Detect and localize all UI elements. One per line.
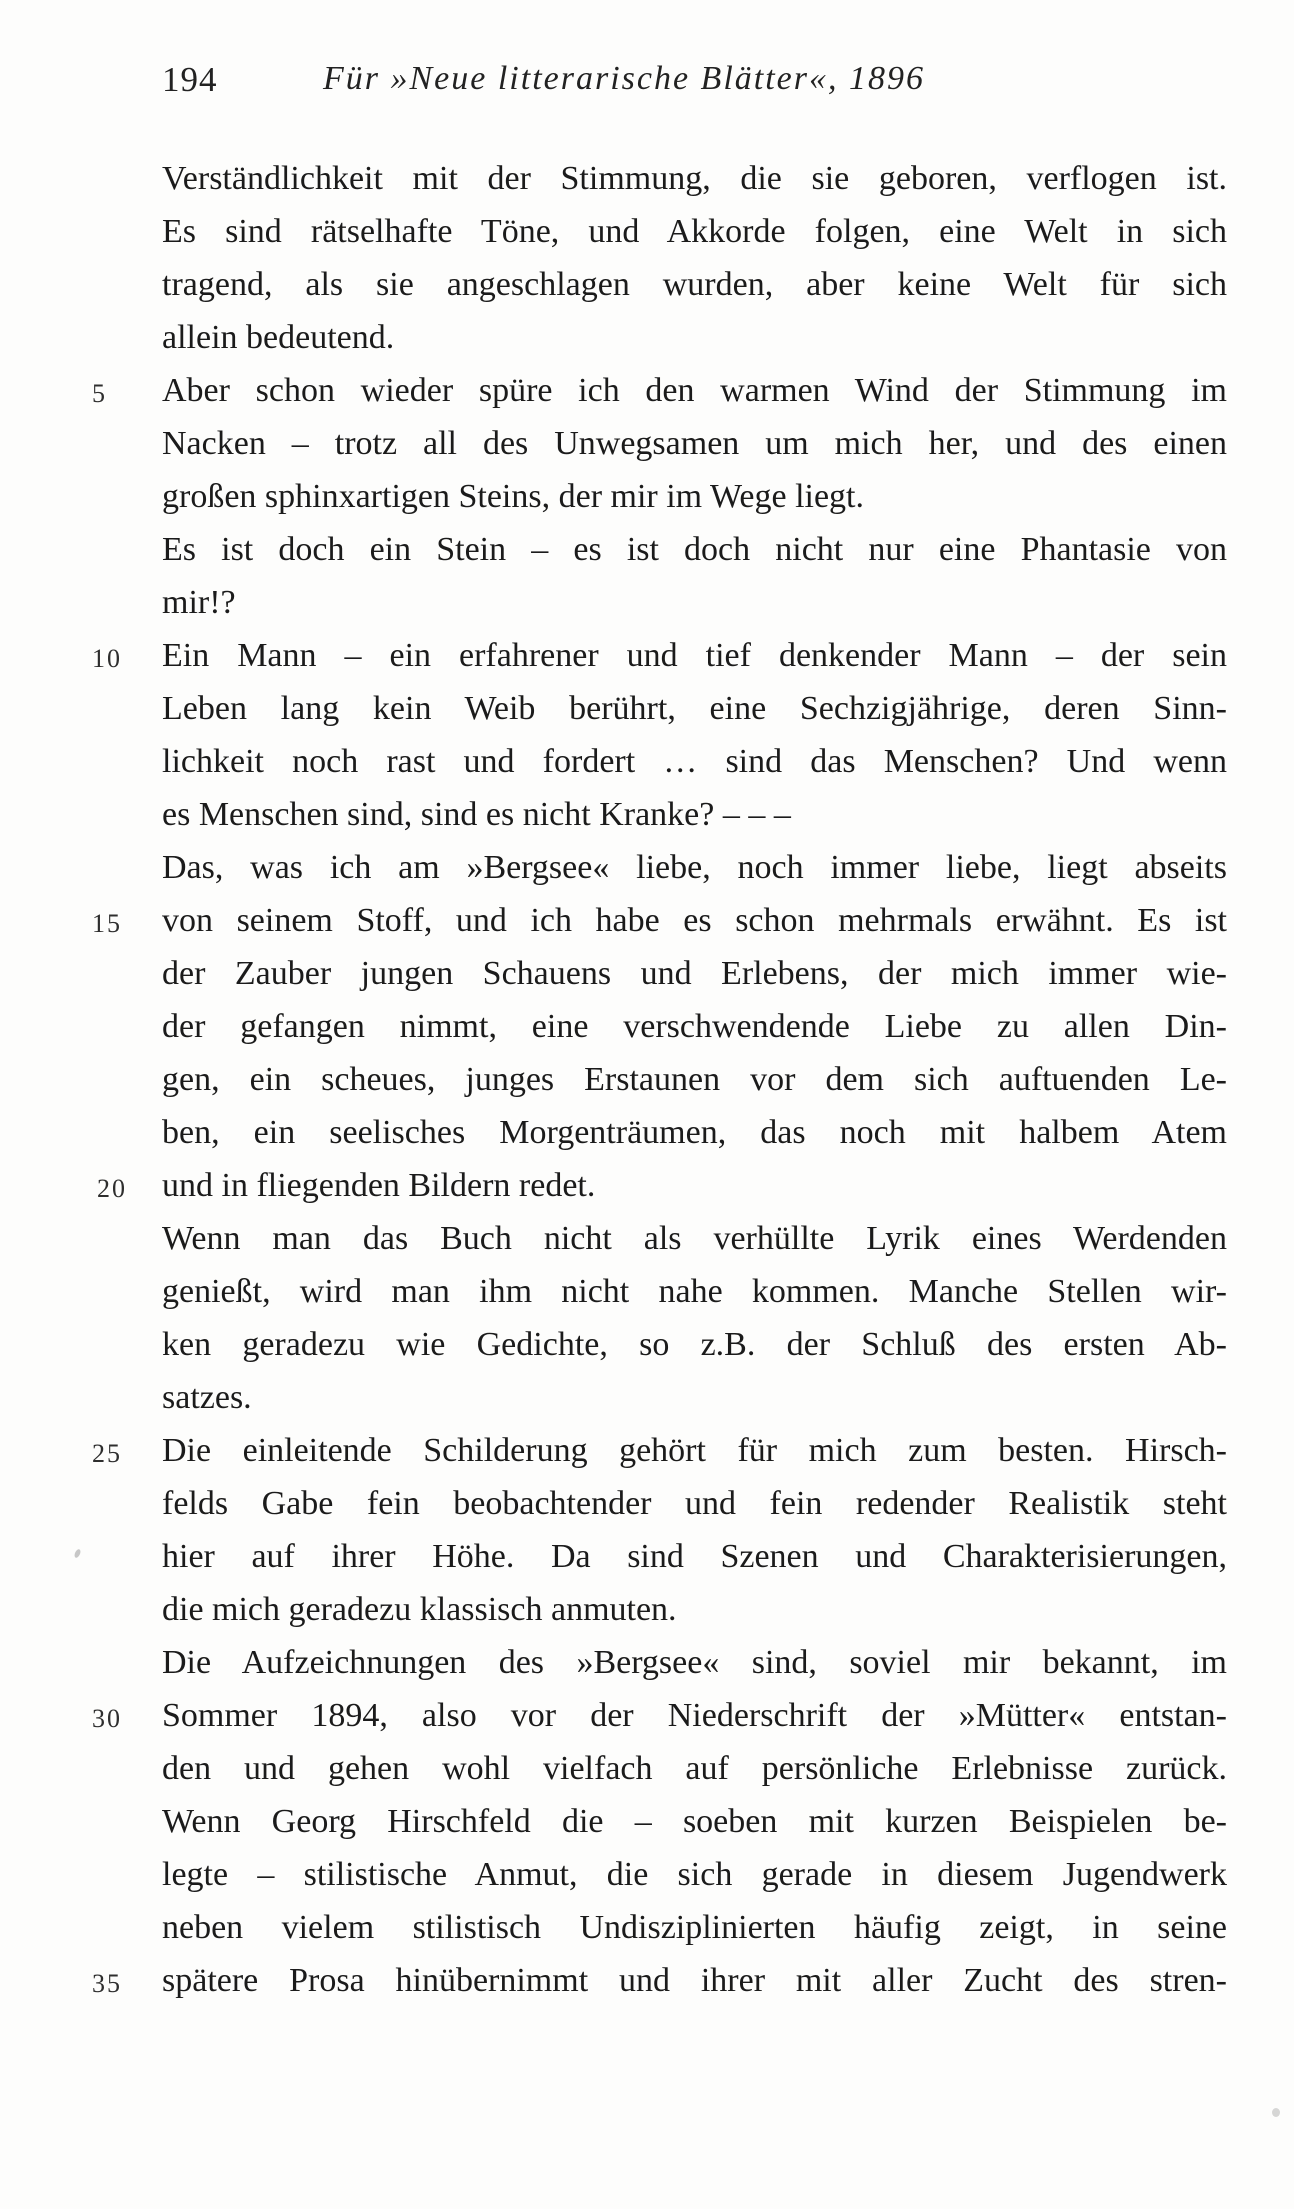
text-line — [162, 152, 1227, 205]
text-line-content: Wenn man das Buch nicht als verhüllte Lyrik eines Werdenden — [162, 1220, 1227, 1257]
text-line-content: Nacken – trotz all des Unwegsamen um mich her, und des einen — [162, 425, 1227, 462]
text-line — [162, 788, 1227, 841]
text-line — [162, 1053, 1227, 1106]
text-line — [162, 735, 1227, 788]
body-text-block — [92, 152, 1227, 2007]
text-line-content: satzes. — [162, 1379, 252, 1416]
text-line — [162, 470, 1227, 523]
text-line — [162, 417, 1227, 470]
text-line — [162, 1636, 1227, 1689]
text-line — [162, 1583, 1227, 1636]
text-line-content: neben vielem stilistisch Undisziplinierten häufig zeigt, in seine — [162, 1909, 1227, 1946]
text-line-content: ken geradezu wie Gedichte, so z.B. der Schluß des ersten Ab- — [162, 1326, 1227, 1363]
text-line-content: Die einleitende Schilderung gehört für mich zum besten. Hirsch- — [162, 1432, 1227, 1469]
text-line-content: tragend, als sie angeschlagen wurden, aber keine Welt für sich — [162, 266, 1227, 303]
text-line — [162, 205, 1227, 258]
text-line — [162, 523, 1227, 576]
text-line-content: mir!? — [162, 584, 236, 621]
text-line — [162, 258, 1227, 311]
running-title: Für »Neue litterarische Blätter«, 1896 — [323, 60, 925, 97]
text-line — [92, 364, 1227, 417]
text-line — [162, 1265, 1227, 1318]
line-number: 35 — [92, 1969, 122, 1998]
text-line — [162, 682, 1227, 735]
text-line — [162, 1530, 1227, 1583]
scan-speck — [73, 1548, 81, 1558]
text-line — [162, 1901, 1227, 1954]
text-line-content: Wenn Georg Hirschfeld die – soeben mit kurzen Beispielen be- — [162, 1803, 1227, 1840]
text-line-content: von seinem Stoff, und ich habe es schon mehrmals erwähnt. Es ist — [162, 902, 1227, 939]
text-line — [92, 894, 1227, 947]
text-line-content: spätere Prosa hinübernimmt und ihrer mit aller Zucht des stren- — [162, 1962, 1227, 1999]
text-line-content: ben, ein seelisches Morgenträumen, das noch mit halbem Atem — [162, 1114, 1227, 1151]
text-line-content: Verständlichkeit mit der Stimmung, die sie geboren, verflogen ist. — [162, 160, 1227, 197]
line-number: 15 — [92, 909, 122, 938]
text-line — [162, 1000, 1227, 1053]
text-line-content: genießt, wird man ihm nicht nahe kommen. Manche Stellen wir- — [162, 1273, 1227, 1310]
text-line-content: den und gehen wohl vielfach auf persönliche Erlebnisse zurück. — [162, 1750, 1227, 1787]
text-line-content: legte – stilistische Anmut, die sich gerade in diesem Jugendwerk — [162, 1856, 1227, 1893]
text-line — [92, 1424, 1227, 1477]
text-line — [92, 629, 1227, 682]
text-line-content: Das, was ich am »Bergsee« liebe, noch immer liebe, liegt abseits — [162, 849, 1227, 886]
text-line — [162, 1848, 1227, 1901]
text-line-content: es Menschen sind, sind es nicht Kranke? – – – — [162, 796, 791, 833]
text-line — [162, 841, 1227, 894]
text-line — [162, 1371, 1227, 1424]
text-line-content: der Zauber jungen Schauens und Erlebens, der mich immer wie- — [162, 955, 1227, 992]
text-line-content: Sommer 1894, also vor der Niederschrift der »Mütter« entstan- — [162, 1697, 1227, 1734]
text-line — [162, 1212, 1227, 1265]
text-line — [162, 1318, 1227, 1371]
line-number: 5 — [92, 379, 107, 408]
text-line-content: Ein Mann – ein erfahrener und tief denkender Mann – der sein — [162, 637, 1227, 674]
text-line — [162, 576, 1227, 629]
line-number: 20 — [97, 1174, 127, 1203]
text-line — [162, 311, 1227, 364]
text-line-content: Es ist doch ein Stein – es ist doch nicht nur eine Phantasie von — [162, 531, 1227, 568]
text-line-content: Leben lang kein Weib berührt, eine Sechzigjährige, deren Sinn- — [162, 690, 1227, 727]
line-number: 10 — [92, 644, 122, 673]
text-line-content: hier auf ihrer Höhe. Da sind Szenen und Charakterisierungen, — [162, 1538, 1227, 1575]
line-number: 30 — [92, 1704, 122, 1733]
text-line — [162, 1106, 1227, 1159]
text-line-content: gen, ein scheues, junges Erstaunen vor dem sich auftuenden Le- — [162, 1061, 1227, 1098]
text-line — [92, 1689, 1227, 1742]
text-line-content: der gefangen nimmt, eine verschwendende Liebe zu allen Din- — [162, 1008, 1227, 1045]
line-number: 25 — [92, 1439, 122, 1468]
text-line-content: großen sphinxartigen Steins, der mir im Wege liegt. — [162, 478, 864, 515]
text-line-content: felds Gabe fein beobachtender und fein redender Realistik steht — [162, 1485, 1227, 1522]
text-line — [162, 1795, 1227, 1848]
text-line-content: lichkeit noch rast und fordert … sind das Menschen? Und wenn — [162, 743, 1227, 780]
scan-speck — [1272, 2108, 1280, 2117]
text-line-content: und in fliegenden Bildern redet. — [162, 1167, 596, 1204]
text-line — [97, 1159, 1227, 1212]
text-line — [162, 1742, 1227, 1795]
text-line — [92, 1954, 1227, 2007]
text-line-content: Die Aufzeichnungen des »Bergsee« sind, soviel mir bekannt, im — [162, 1644, 1227, 1681]
page-number: 194 — [162, 60, 218, 99]
text-line-content: allein bedeutend. — [162, 319, 395, 356]
text-line-content: Aber schon wieder spüre ich den warmen Wind der Stimmung im — [162, 372, 1227, 409]
text-line-content: Es sind rätselhafte Töne, und Akkorde folgen, eine Welt in sich — [162, 213, 1227, 250]
text-line-content: die mich geradezu klassisch anmuten. — [162, 1591, 677, 1628]
text-line — [162, 1477, 1227, 1530]
text-line — [162, 947, 1227, 1000]
